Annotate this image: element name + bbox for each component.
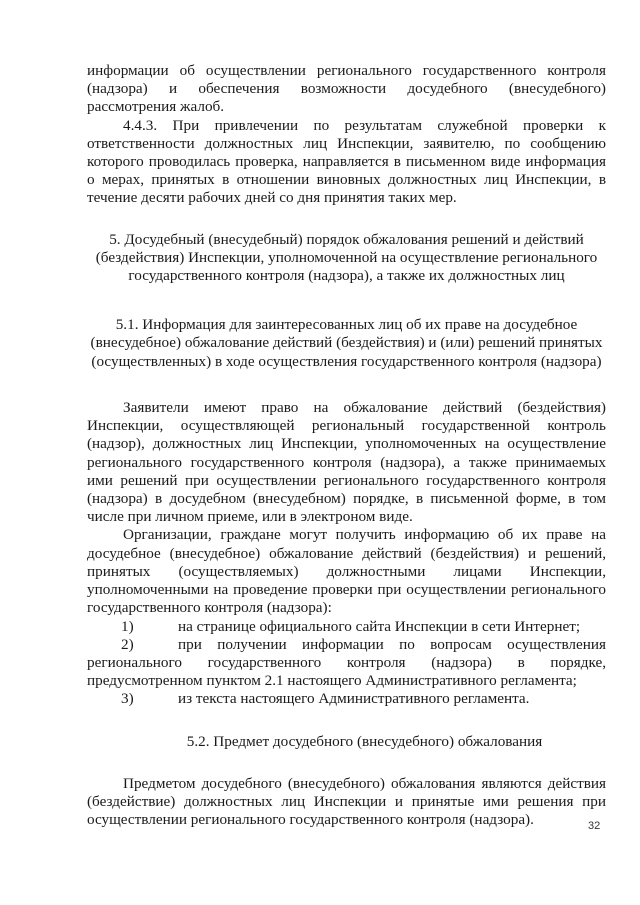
page-number: 32 bbox=[588, 820, 601, 832]
list-item-number: 3) bbox=[121, 690, 134, 708]
section-5-1-heading: 5.1. Информация для заинтересованных лиц об их праве на досудебное (внесудебное) обжалование действий (бездействия) и (или) решений принятых (осуществленных) в ходе осуществления государственного контроля (надзора) bbox=[90, 315, 603, 370]
list-item-text: на странице официального сайта Инспекции в сети Интернет; bbox=[178, 617, 581, 635]
list-item-number: 2) bbox=[121, 635, 134, 653]
paragraph-4-4-3: 4.4.3. При привлечении по результатам служебной проверки к ответственности должностных лиц Инспекции, заявителю, по сообщению которого проводилась проверка, направляется в письменном виде информация о мерах, принятых в отношении виновных должностных лиц Инспекции, в течение десяти рабочих дней со дня принятия таких мер. bbox=[87, 116, 606, 207]
list-item-text: при получении информации по вопросам осуществления регионального государственного контроля (надзора) в порядке, предусмотренном пунктом 2.1 настоящего Административного регламента; bbox=[87, 635, 606, 690]
paragraph-continuation: информации об осуществлении регионального государственного контроля (надзора) и обеспечения возможности досудебного (внесудебного) рассмотрения жалоб. bbox=[87, 62, 606, 116]
document-page bbox=[87, 62, 606, 829]
list-item bbox=[87, 690, 606, 708]
section-5-2-heading: 5.2. Предмет досудебного (внесудебного) обжалования bbox=[186, 732, 543, 750]
list-item bbox=[87, 618, 606, 636]
paragraph-applicants-rights: Заявители имеют право на обжалование действий (бездействия) Инспекции, осуществляющей региональный государственной контроль (надзор), должностных лиц Инспекции, уполномоченных на осуществление регионального государственного контроля (надзора), а также принимаемых ими решений при осуществлении регионального государственного контроля (надзора) в досудебном (внесудебном) порядке, в письменной форме, в том числе при личном приеме, или в электроном виде. bbox=[87, 399, 606, 526]
section-5-heading: 5. Досудебный (внесудебный) порядок обжалования решений и действий (бездействия) Инспекции, уполномоченной на осуществление регионального государственного контроля (надзора), а также их должностных лиц bbox=[95, 230, 598, 285]
paragraph-information-sources: Организации, граждане могут получить информацию об их праве на досудебное (внесудебное) обжалование действий (бездействия) и решений, принятых (осуществляемых) должностными лицами Инспекции, уполномоченными на проведение проверки при осуществлении регионального государственного контроля (надзора): bbox=[87, 526, 606, 617]
list-item bbox=[87, 636, 606, 691]
paragraph-appeal-subject: Предметом досудебного (внесудебного) обжалования являются действия (бездействие) должностных лиц Инспекции и принятые ими решения при осуществлении регионального государственного контроля (надзора). bbox=[87, 774, 606, 829]
list-item-number: 1) bbox=[121, 617, 134, 635]
list-item-text: из текста настоящего Административного регламента. bbox=[178, 690, 530, 708]
